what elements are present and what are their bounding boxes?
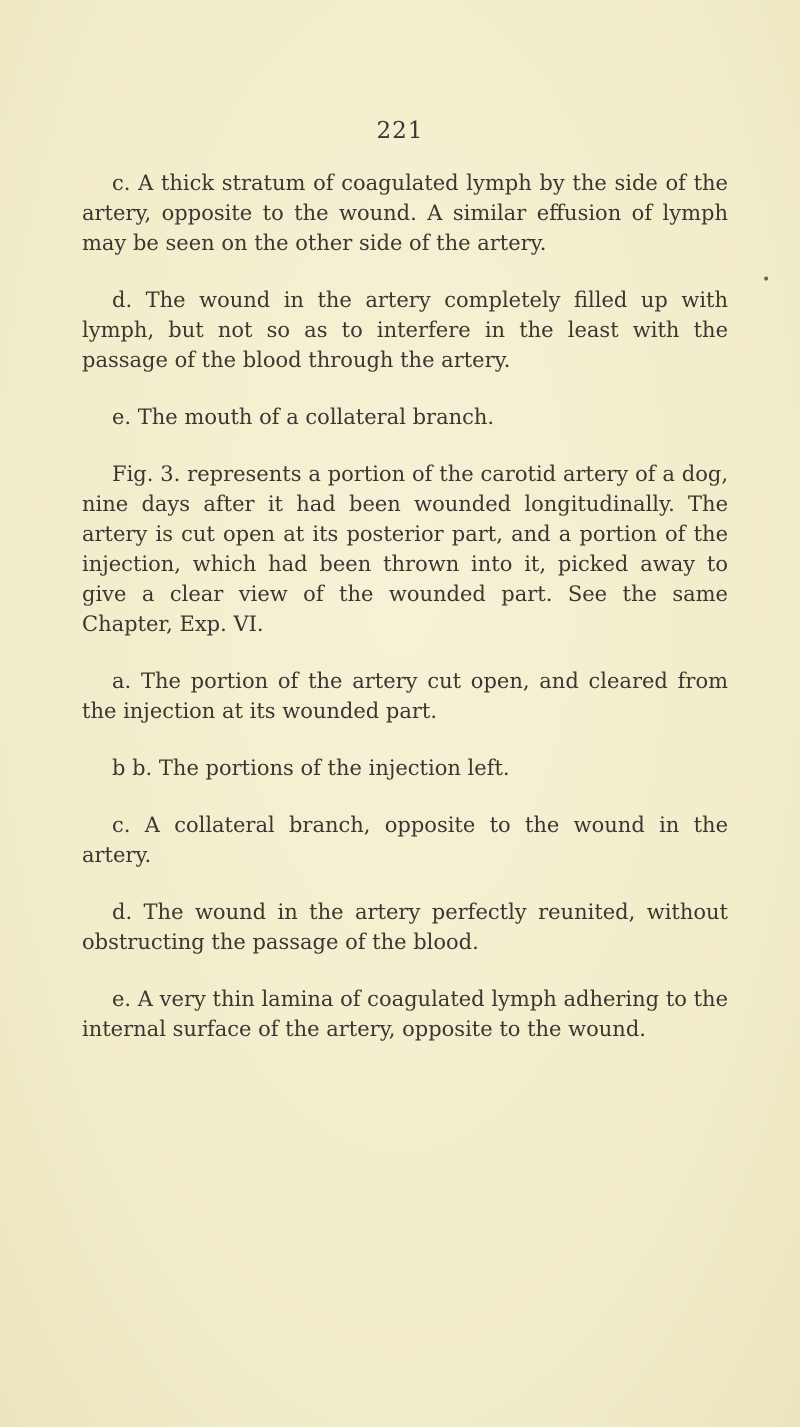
page-number: 221 <box>376 118 424 144</box>
margin-mark: • <box>762 272 771 288</box>
paragraph-e-collateral-mouth: e. The mouth of a collateral branch. <box>112 405 495 429</box>
paragraph-e-thin-lamina: e. A very thin lamina of coagulated lymph adhering to the internal surface of the artery, opposite to the wound. <box>82 987 728 1041</box>
paragraph-d-wound-reunited: d. The wound in the artery perfectly reunited, without obstructing the passage of the blood. <box>82 900 728 954</box>
paragraph-c-thick-stratum: c. A thick stratum of coagulated lymph by the side of the artery, opposite to the wound. A similar effusion of lymph may be seen on the other side of the artery. <box>82 171 728 255</box>
page-body <box>82 168 728 1071</box>
paragraph-c-collateral-branch: c. A collateral branch, opposite to the wound in the artery. <box>82 813 728 867</box>
paragraph-bb-injection-left: b b. The portions of the injection left. <box>112 756 510 780</box>
paragraph-a-portion-cut: a. The portion of the artery cut open, and cleared from the injection at its wounded part. <box>82 669 728 723</box>
paragraph-d-wound-filled: d. The wound in the artery completely filled up with lymph, but not so as to interfere in the least with the passage of the blood through the artery. <box>82 288 728 372</box>
paragraph-fig-3: Fig. 3. represents a portion of the carotid artery of a dog, nine days after it had been wounded longitudinally. The artery is cut open at its posterior part, and a portion of the injection, which had been thrown into it, picked away to give a clear view of the wounded part. See the same Chapter, Exp. VI. <box>82 462 728 636</box>
